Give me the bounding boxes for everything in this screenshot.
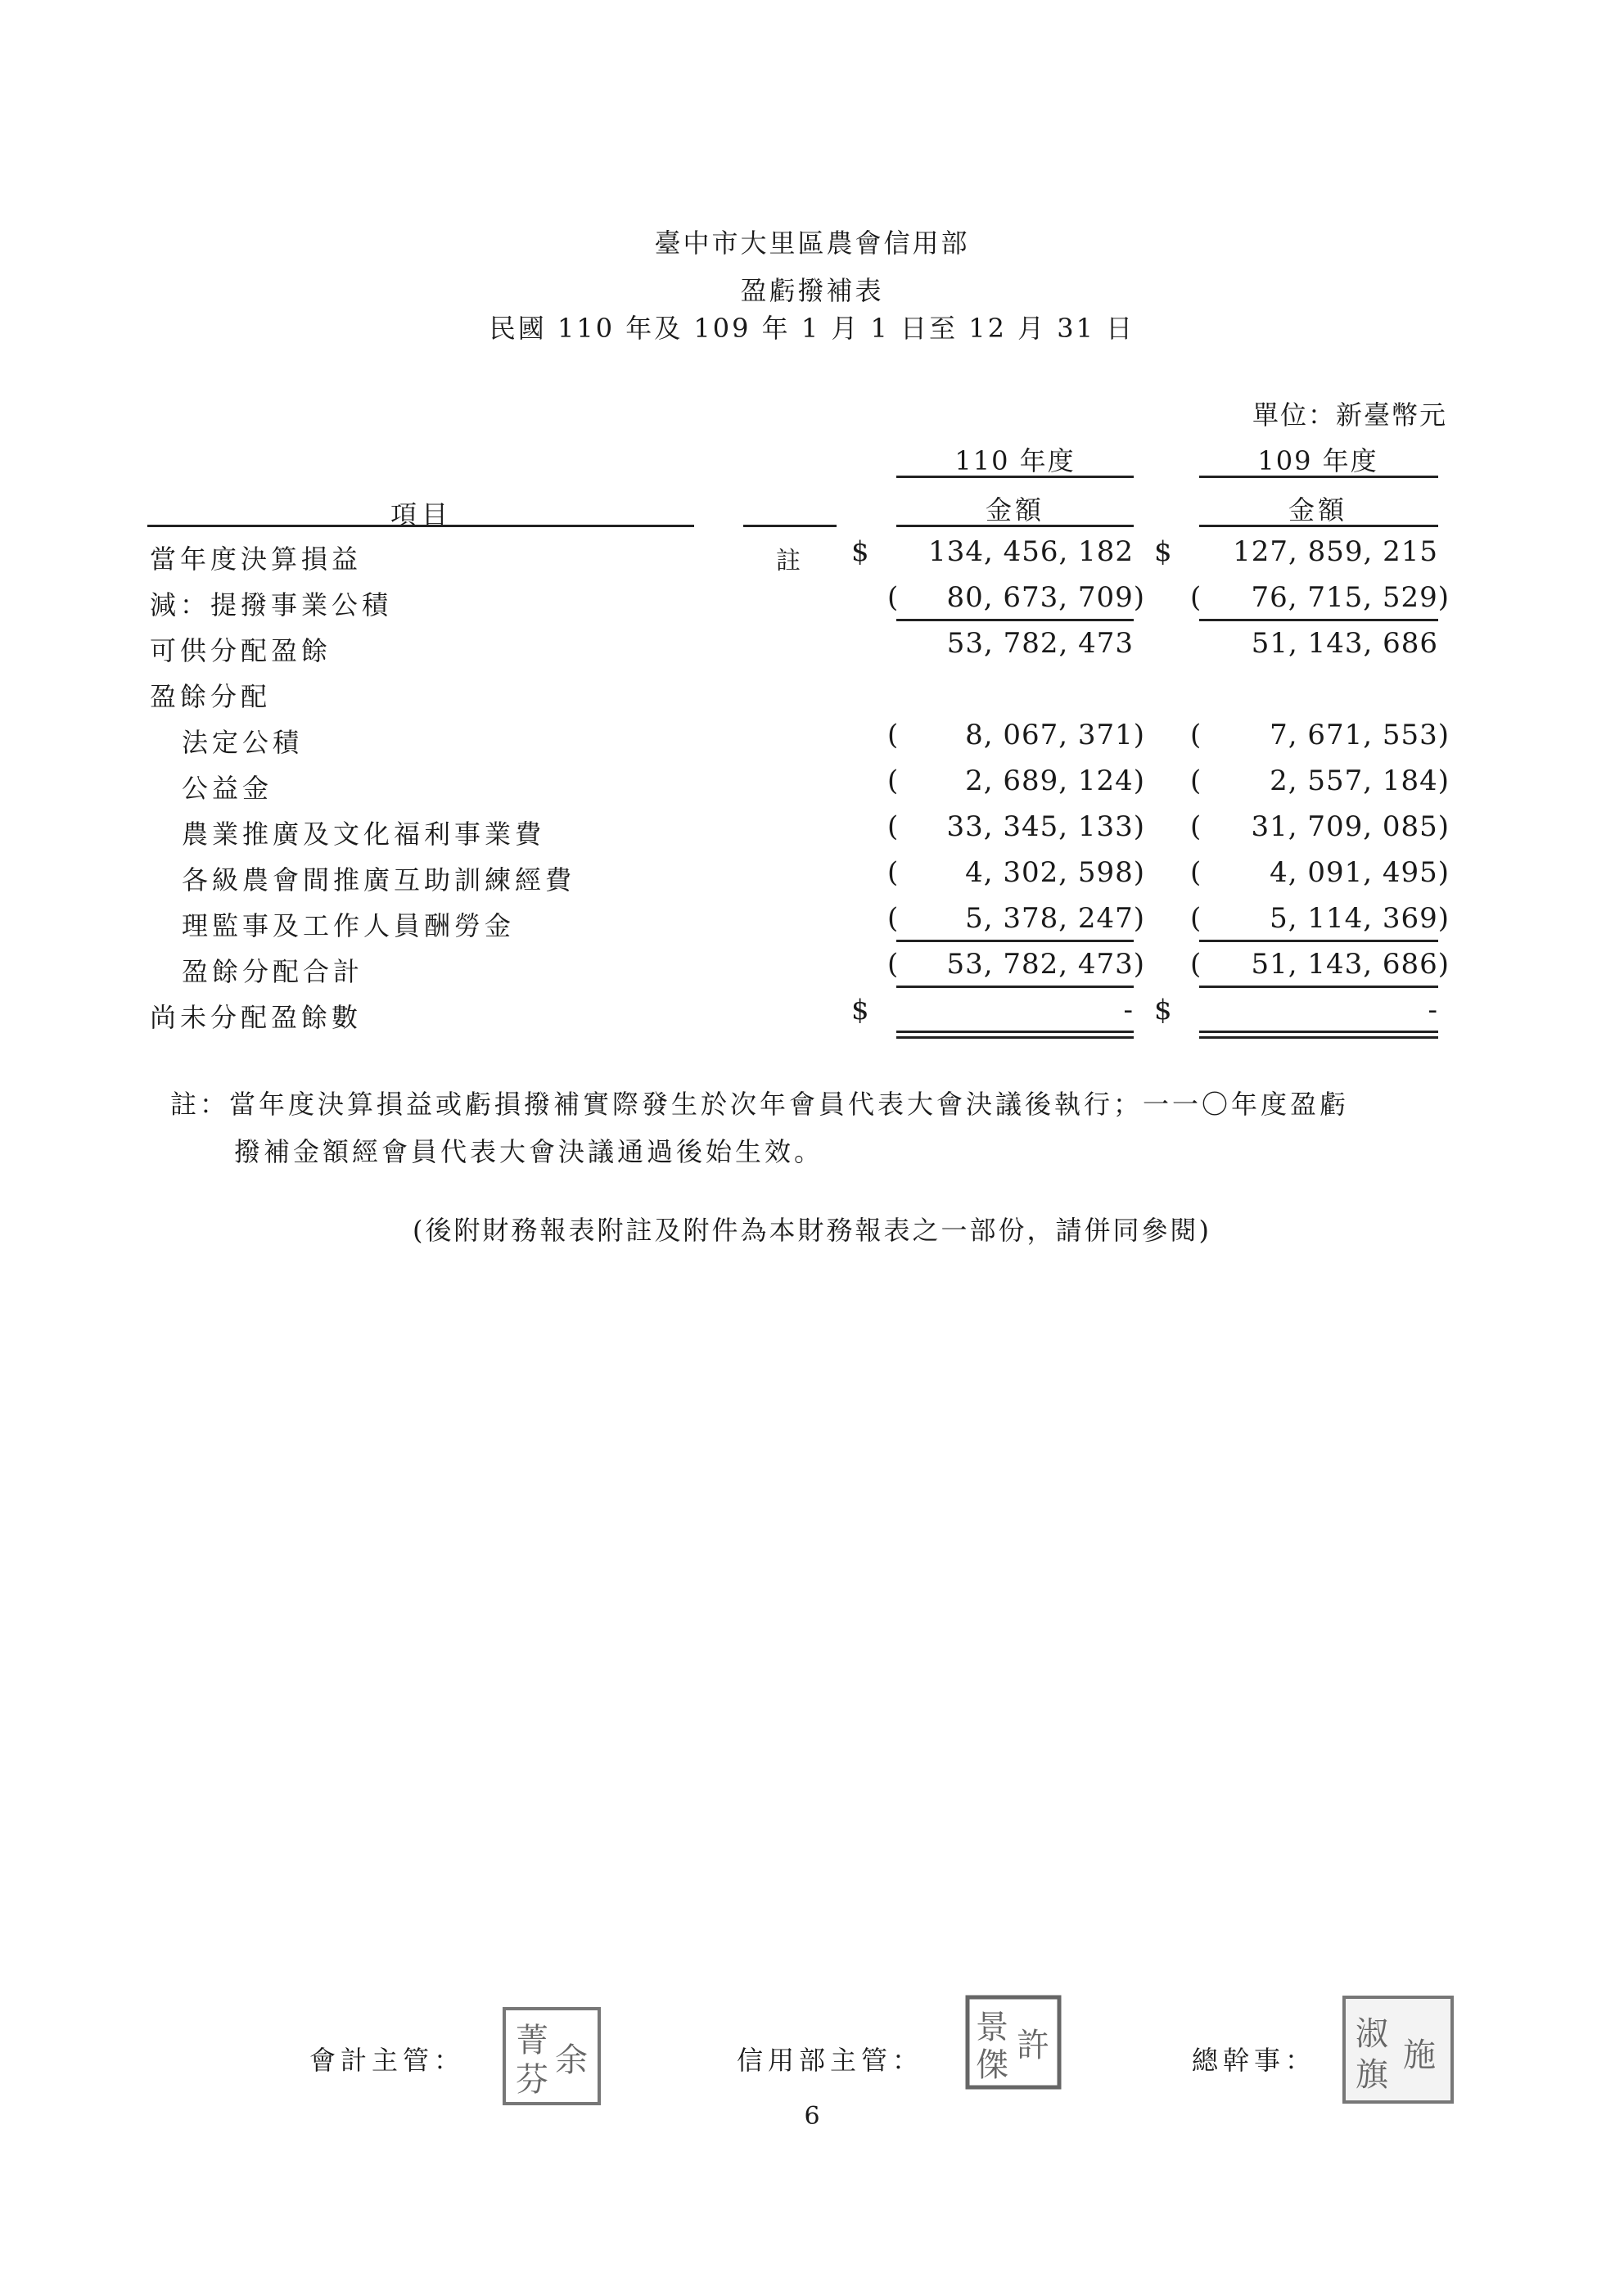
row-label: 公益金 — [182, 773, 273, 804]
seal-char: 景 — [976, 2009, 1008, 2046]
row-label: 當年度決算損益 — [150, 544, 363, 575]
year-underline-109 — [1199, 476, 1438, 478]
statement-period: 民國 110 年及 109 年 1 月 1 日至 12 月 31 日 — [489, 313, 1135, 344]
page-number: 6 — [804, 2102, 820, 2131]
accounting-seal — [501, 2005, 602, 2107]
open-paren: ( — [1190, 902, 1202, 935]
amount-110: 53, 782, 473 — [946, 627, 1134, 660]
year-underline-110 — [896, 476, 1134, 478]
signature-label-general: 總幹事： — [1192, 2045, 1317, 2076]
column-header-110: 110 年度 — [954, 445, 1076, 476]
open-paren: ( — [1190, 581, 1202, 614]
item-header-underline — [147, 525, 694, 527]
double-underline-109 — [1199, 1036, 1438, 1039]
dollar-sign: $ — [1154, 994, 1172, 1026]
amount-109: 4, 091, 495) — [1270, 856, 1450, 889]
seal-char: 菁 — [516, 2022, 548, 2059]
note-line-2: 撥補金額經會員代表大會決議通過後始生效。 — [234, 1136, 824, 1167]
note-line-1: 註：當年度決算損益或虧損撥補實際發生於次年會員代表大會決議後執行；一一〇年度盈虧 — [170, 1089, 1350, 1120]
seal-char: 施 — [1403, 2037, 1436, 2074]
row-label: 尚未分配盈餘數 — [150, 1002, 363, 1033]
open-paren: ( — [1190, 856, 1202, 889]
amount-110: 33, 345, 133) — [946, 810, 1145, 843]
amount-109: 5, 114, 369) — [1270, 902, 1450, 935]
open-paren: ( — [887, 719, 899, 751]
amount-109: 51, 143, 686) — [1251, 948, 1450, 981]
seal-char: 芬 — [516, 2061, 548, 2099]
amount-110: - — [1123, 994, 1134, 1026]
amount-110: 53, 782, 473) — [946, 948, 1145, 981]
statement-title: 盈虧撥補表 — [740, 275, 884, 306]
amount-109: - — [1428, 994, 1438, 1026]
row-label: 盈餘分配合計 — [182, 956, 364, 987]
open-paren: ( — [887, 581, 899, 614]
unit-label: 單位：新臺幣元 — [1252, 399, 1448, 431]
seal-char: 淑 — [1356, 2015, 1388, 2053]
column-header-item: 項目 — [390, 499, 453, 530]
column-header-amount-109: 金額 — [1288, 494, 1347, 526]
footnote: (後附財務報表附註及附件為本財務報表之一部份，請併同參閱) — [413, 1215, 1211, 1246]
subtotal-underline-110 — [896, 940, 1134, 942]
dollar-sign: $ — [1154, 535, 1172, 568]
row-label: 盈餘分配 — [150, 681, 272, 712]
amount-110: 4, 302, 598) — [965, 856, 1145, 889]
subtotal-underline-109 — [1199, 619, 1438, 621]
total-underline-109 — [1199, 986, 1438, 988]
open-paren: ( — [1190, 948, 1202, 981]
amount-109: 31, 709, 085) — [1251, 810, 1450, 843]
dollar-sign: $ — [851, 994, 869, 1026]
org-name: 臺中市大里區農會信用部 — [654, 228, 970, 259]
total-underline-110 — [896, 986, 1134, 988]
open-paren: ( — [887, 856, 899, 889]
row-label: 可供分配盈餘 — [150, 635, 332, 666]
amount-underline-109 — [1199, 525, 1438, 527]
amount-110: 80, 673, 709) — [946, 581, 1145, 614]
open-paren: ( — [887, 948, 899, 981]
row-label: 農業推廣及文化福利事業費 — [182, 819, 546, 850]
statement-note — [170, 1080, 1447, 1175]
double-underline-110 — [896, 1031, 1134, 1033]
amount-109: 51, 143, 686 — [1251, 627, 1438, 660]
amount-109: 127, 859, 215 — [1233, 535, 1438, 568]
column-header-109: 109 年度 — [1257, 445, 1378, 476]
signature-label-credit: 信用部主管： — [737, 2045, 924, 2076]
open-paren: ( — [887, 810, 899, 843]
seal-char: 許 — [1017, 2027, 1049, 2064]
open-paren: ( — [887, 765, 899, 797]
row-label: 法定公積 — [182, 727, 304, 758]
open-paren: ( — [1190, 765, 1202, 797]
double-underline-110 — [896, 1036, 1134, 1039]
note-header-underline — [743, 525, 837, 527]
row-label: 各級農會間推廣互助訓練經費 — [182, 864, 576, 895]
row-note-ref: 註 — [776, 547, 804, 575]
double-underline-109 — [1199, 1031, 1438, 1033]
open-paren: ( — [1190, 810, 1202, 843]
signature-label-accounting: 會計主管： — [309, 2045, 466, 2076]
open-paren: ( — [887, 902, 899, 935]
dollar-sign: $ — [851, 535, 869, 568]
credit-dept-seal — [964, 1994, 1062, 2091]
subtotal-underline-110 — [896, 619, 1134, 621]
row-label: 減：提撥事業公積 — [150, 589, 393, 620]
seal-char: 余 — [555, 2041, 588, 2079]
subtotal-underline-109 — [1199, 940, 1438, 942]
amount-110: 134, 456, 182 — [928, 535, 1134, 568]
amount-109: 76, 715, 529) — [1251, 581, 1450, 614]
amount-109: 7, 671, 553) — [1270, 719, 1450, 751]
seal-char: 旗 — [1356, 2056, 1388, 2094]
general-manager-seal — [1341, 1994, 1455, 2105]
seal-char: 傑 — [976, 2046, 1008, 2084]
amount-110: 5, 378, 247) — [965, 902, 1145, 935]
amount-110: 2, 689, 124) — [965, 765, 1145, 797]
amount-110: 8, 067, 371) — [965, 719, 1145, 751]
amount-109: 2, 557, 184) — [1270, 765, 1450, 797]
column-header-amount-110: 金額 — [985, 494, 1044, 526]
open-paren: ( — [1190, 719, 1202, 751]
row-label: 理監事及工作人員酬勞金 — [182, 910, 516, 941]
amount-underline-110 — [896, 525, 1134, 527]
